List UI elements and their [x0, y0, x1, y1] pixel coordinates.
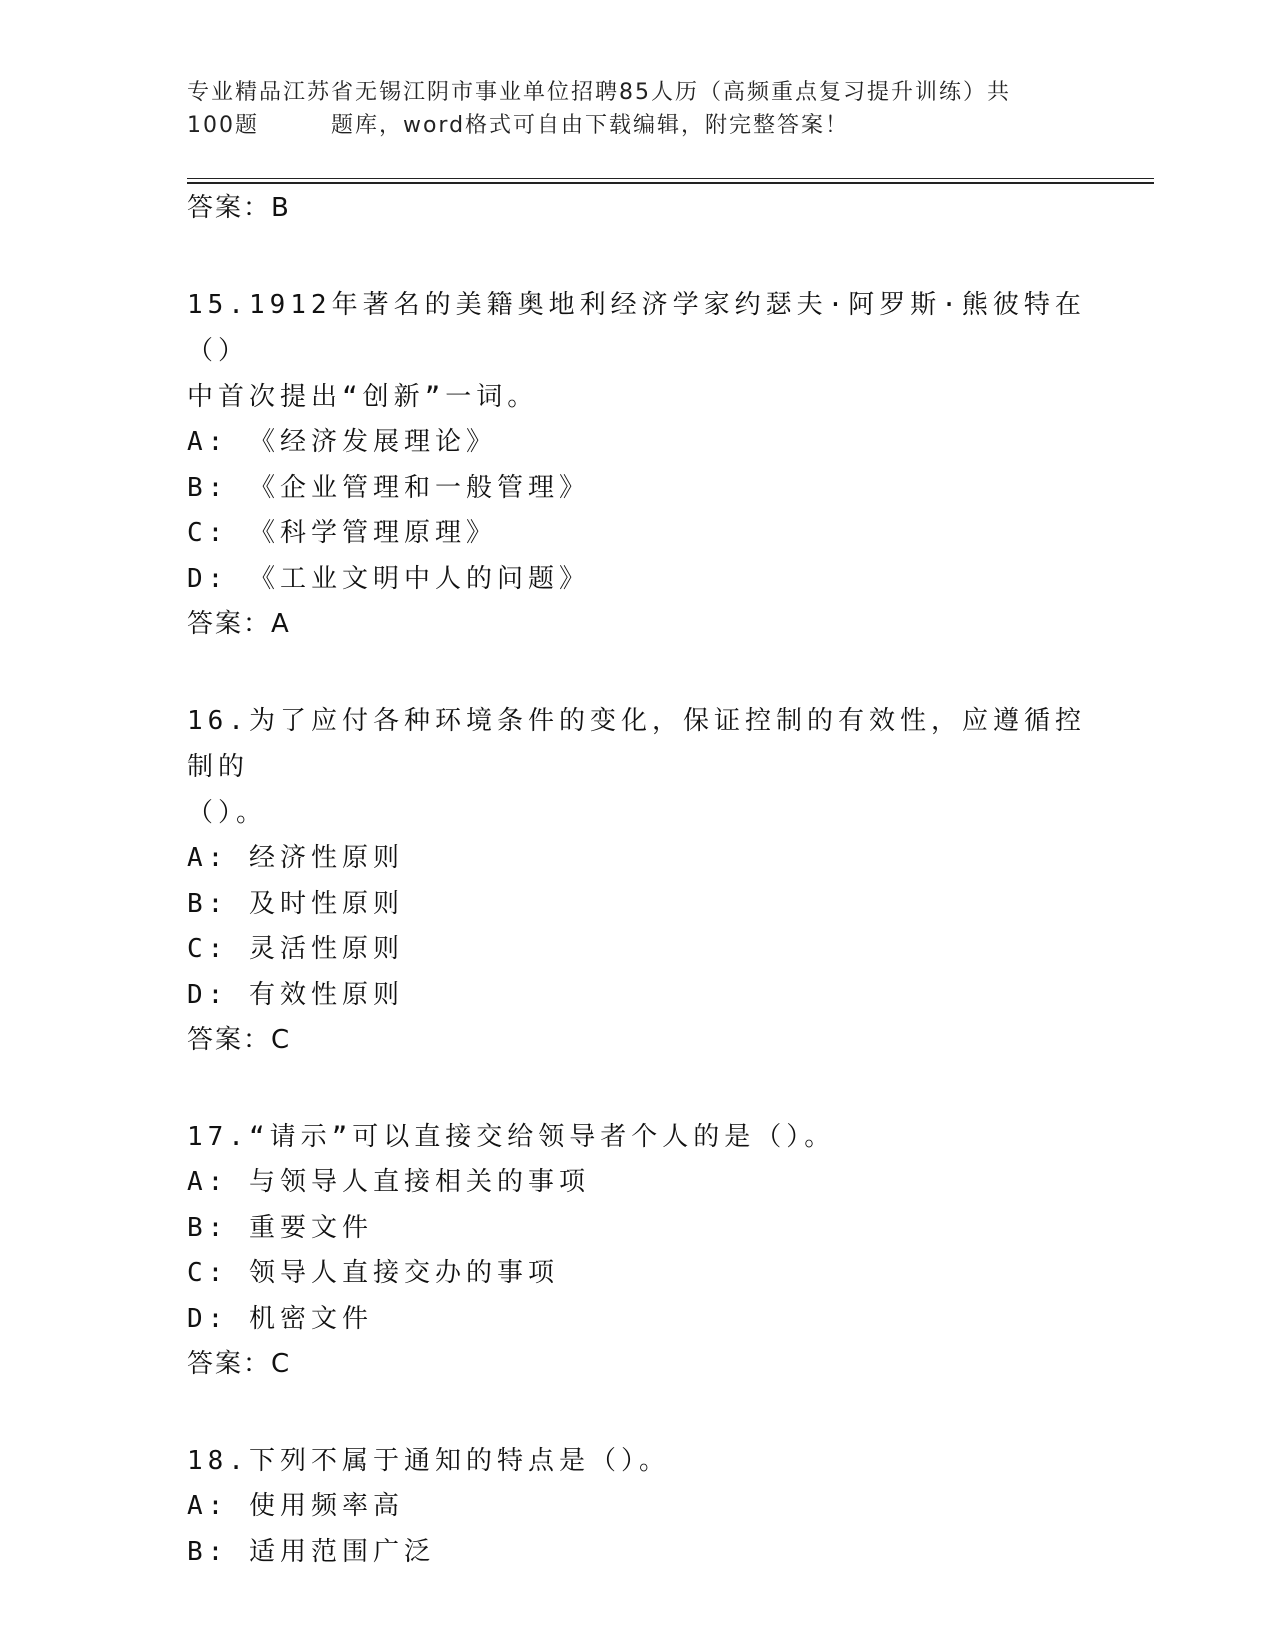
header-title-line2 [187, 109, 1067, 142]
question-block-16 [187, 698, 1087, 1058]
option-a: A: 使用频率高 [187, 1491, 404, 1521]
question-block-17 [187, 1114, 1087, 1382]
header-divider-thin [187, 178, 1154, 179]
option-a: A: 与领导人直接相关的事项 [187, 1167, 590, 1197]
option-a: A: 经济性原则 [187, 843, 404, 873]
question-stem: 18.下列不属于通知的特点是（）。 [187, 1446, 670, 1476]
question-block-15 [187, 282, 1087, 642]
answer-line: 答案：C [187, 1349, 292, 1379]
answer-line: 答案：A [187, 609, 291, 639]
option-c: C: 领导人直接交办的事项 [187, 1258, 559, 1288]
option-b: B: 及时性原则 [187, 888, 404, 919]
question-stem-continued: （）。 [187, 798, 268, 828]
header-description: 题库，word格式可自由下载编辑，附完整答案！ [330, 113, 850, 138]
question-block-18 [187, 1438, 1087, 1575]
question-stem: 16.为了应付各种环境条件的变化，保证控制的有效性，应遵循控制的 [187, 706, 1086, 782]
option-d: D: 《工业文明中人的问题》 [187, 563, 590, 594]
option-b: B: 适用范围广泛 [187, 1536, 435, 1567]
answer-line: 答案：B [187, 193, 291, 223]
option-d: D: 机密文件 [187, 1303, 373, 1334]
option-c: C: 《科学管理原理》 [187, 518, 497, 548]
option-b: B: 重要文件 [187, 1212, 373, 1243]
answer-line: 答案：C [187, 1025, 292, 1055]
option-b: B: 《企业管理和一般管理》 [187, 472, 590, 503]
option-c: C: 灵活性原则 [187, 934, 404, 964]
header-question-count: 100题 [187, 113, 259, 138]
option-a: A: 《经济发展理论》 [187, 427, 497, 457]
question-stem-continued: 中首次提出“创新”一词。 [187, 382, 539, 412]
header-title-line1: 专业精品江苏省无锡江阴市事业单位招聘85人历（高频重点复习提升训练）共 [187, 80, 1011, 105]
option-d: D: 有效性原则 [187, 979, 404, 1010]
question-stem: 15.1912年著名的美籍奥地利经济学家约瑟夫·阿罗斯·熊彼特在（） [187, 290, 1086, 366]
page-header [187, 76, 1067, 142]
question-list [187, 190, 1087, 1575]
header-divider-thick [187, 182, 1154, 184]
question-stem: 17.“请示”可以直接交给领导者个人的是（）。 [187, 1122, 836, 1152]
